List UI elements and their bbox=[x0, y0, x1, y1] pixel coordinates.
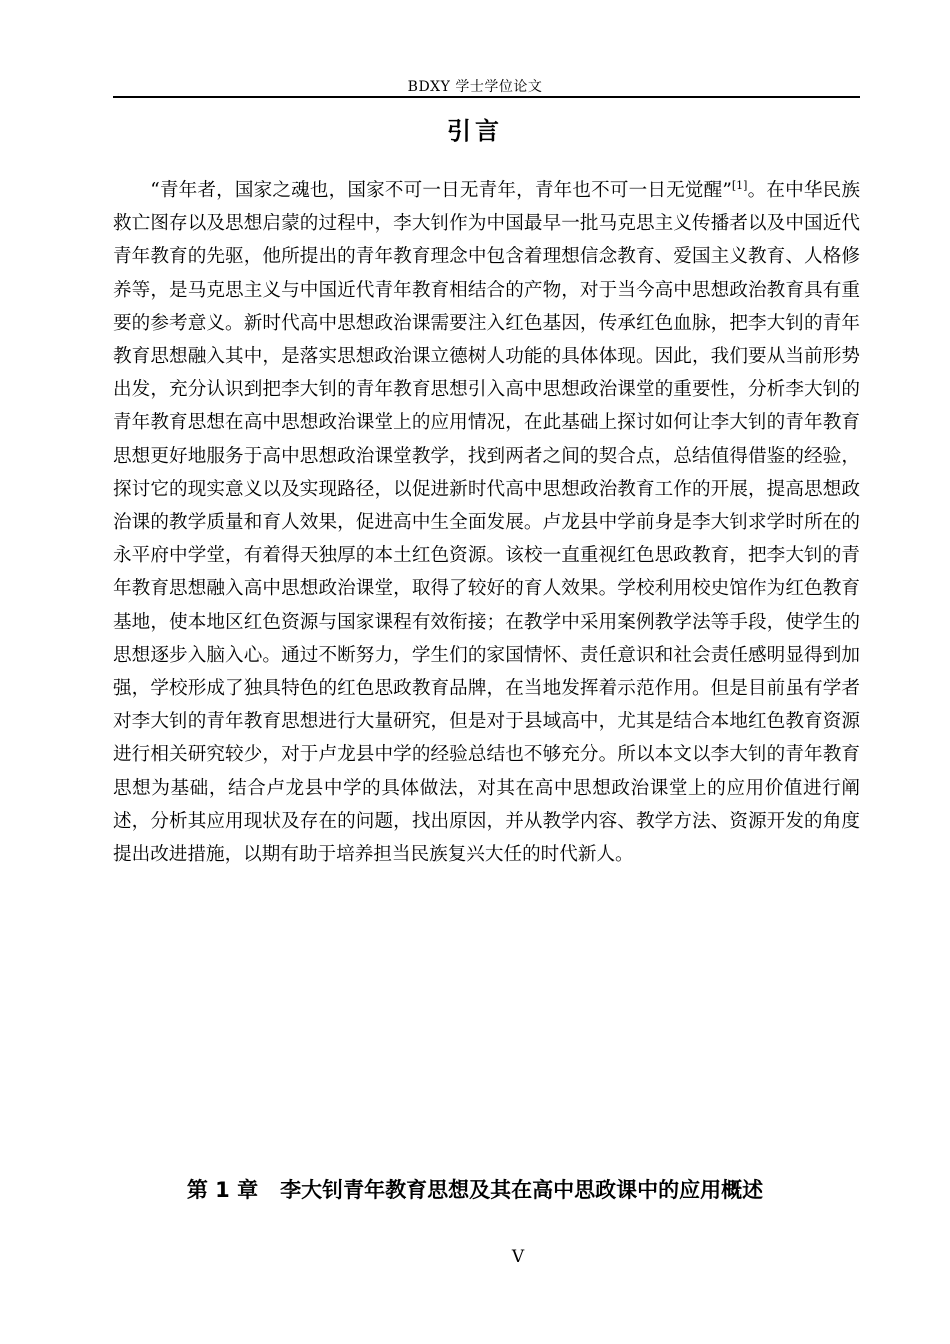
running-header: BDXY 学士学位论文 bbox=[407, 79, 543, 95]
page-number: V bbox=[511, 1247, 525, 1267]
chapter-heading bbox=[0, 1175, 950, 1205]
paragraph-body: 。在中华民族救亡图存以及思想启蒙的过程中，李大钊作为中国最早一批马克思主义传播者以及中国近代青年教育的先驱，他所提出的青年教育理念中包含着理想信念教育、爱国主义教育、人格修养等，是马克思主义与中国近代青年教育相结合的产物，对于当今高中思想政治教育具有重要的参考意义。新时代高中思想政治课需要注入红色基因，传承红色血脉，把李大钊的青年教育思想融入其中，是落实思想政治课立德树人功能的具体体现。因此，我们要从当前形势出发，充分认识到把李大钊的青年教育思想引入高中思想政治课堂的重要性，分析李大钊的青年教育思想在高中思想政治课堂上的应用情况，在此基础上探讨如何让李大钊的青年教育思想更好地服务于高中思想政治课堂教学，找到两者之间的契合点，总结值得借鉴的经验，探讨它的现实意义以及实现路径，以促进新时代高中思想政治教育工作的开展，提高思想政治课的教学质量和育人效果，促进高中生全面发展。卢龙县中学前身是李大钊求学时所在的永平府中学堂，有着得天独厚的本土红色资源。该校一直重视红色思政教育，把李大钊的青年教育思想融入高中思想政治课堂，取得了较好的育人效果。学校利用校史馆作为红色教育基地，使本地区红色资源与国家课程有效衔接；在教学中采用案例教学法等手段，使学生的思想逐步入脑入心。通过不断努力，学生们的家国情怀、责任意识和社会责任感明显得到加强，学校形成了独具特色的红色思政教育品牌，在当地发挥着示范作用。但是目前虽有学者对李大钊的青年教育思想进行大量研究，但是对于县域高中，尤其是结合本地红色教育资源进行相关研究较少，对于卢龙县中学的经验总结也不够充分。所以本文以李大钊的青年教育思想为基础，结合卢龙县中学的具体做法，对其在高中思想政治课堂上的应用价值进行阐述，分析其应用现状及存在的问题，找出原因，并从教学内容、教学方法、资源开发的角度提出改进措施，以期有助于培养担当民族复兴大任的时代新人。 bbox=[113, 180, 860, 866]
introduction-paragraph bbox=[113, 174, 860, 871]
header-divider bbox=[113, 96, 860, 98]
opening-quote: “青年者，国家之魂也，国家不可一日无青年，青年也不可一日无觉醒” bbox=[150, 180, 732, 201]
citation-marker: [1] bbox=[731, 178, 748, 192]
chapter-number: 第 1 章 bbox=[186, 1178, 259, 1202]
section-title: 引言 bbox=[447, 117, 503, 145]
chapter-title: 李大钊青年教育思想及其在高中思政课中的应用概述 bbox=[280, 1178, 764, 1202]
introduction-text bbox=[113, 174, 860, 871]
